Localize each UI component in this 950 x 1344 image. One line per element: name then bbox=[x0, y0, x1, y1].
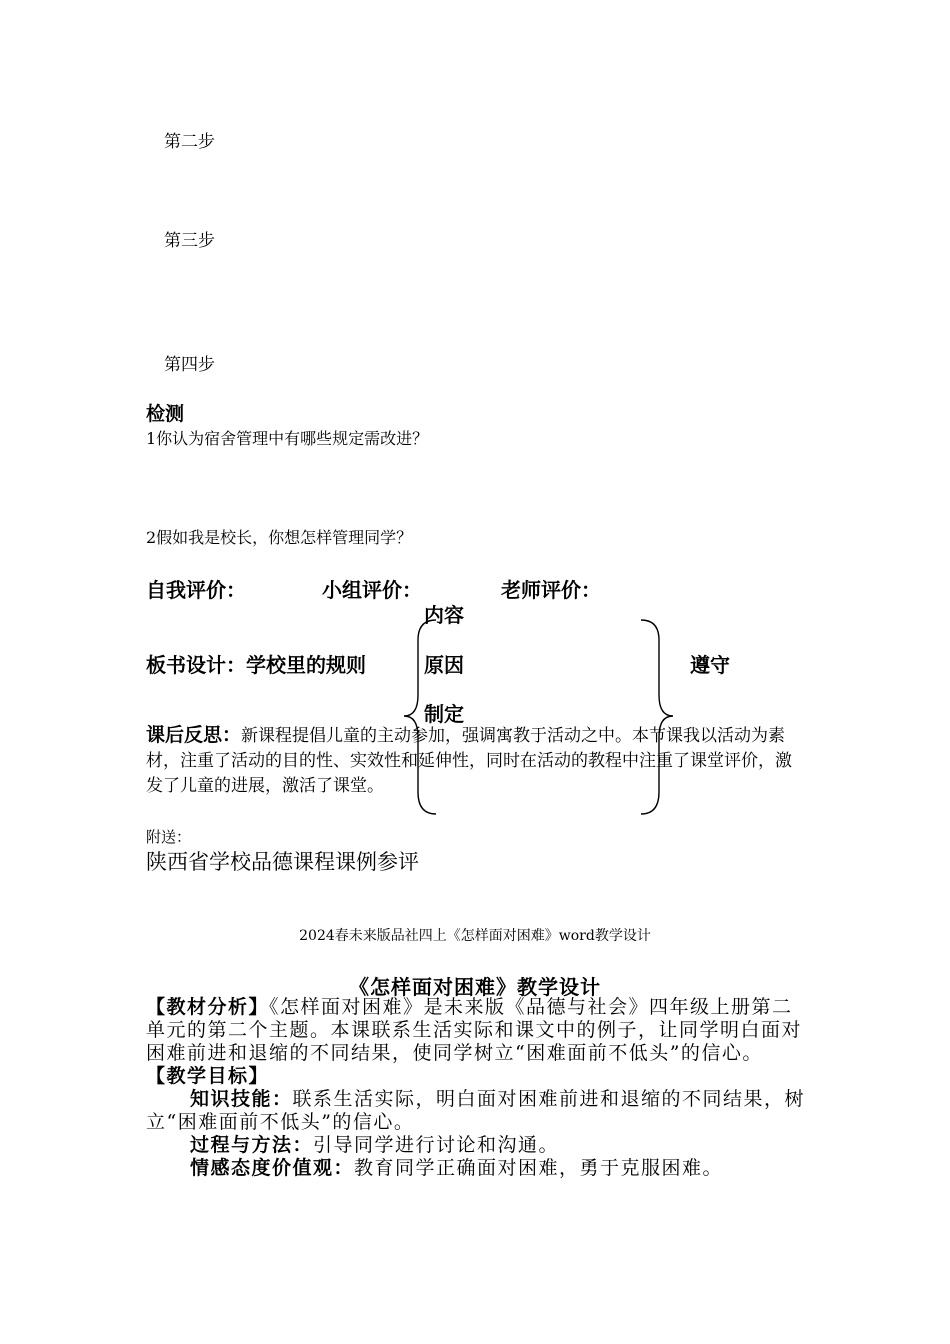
appendix-title: 陕西省学校品德课程课例参评 bbox=[146, 850, 419, 874]
board-item-make: 制定 bbox=[424, 702, 464, 726]
check-question-1: 1你认为宿舍管理中有哪些规定需改进？ bbox=[146, 429, 429, 448]
analysis-label: 【教材分析】 bbox=[146, 996, 270, 1018]
board-item-reason: 原因 bbox=[424, 653, 464, 677]
board-item-content: 内容 bbox=[424, 603, 464, 627]
board-design-label: 板书设计：学校里的规则 bbox=[146, 653, 366, 677]
goal-emotion-label: 情感态度价值观： bbox=[190, 1157, 355, 1179]
check-question-2: 2假如我是校长，你想怎样管理同学？ bbox=[146, 528, 413, 547]
step-two: 第二步 bbox=[164, 132, 215, 152]
reflection-text: 新课程提倡儿童的主动参加，强调寓教于活动之中。本节课我以活动为素材，注重了活动的目的性、实效性和延伸性，同时在活动的教程中注重了课堂评价，激发了儿童的进展，激活了课堂。 bbox=[146, 726, 792, 796]
lesson-title: 《怎样面对困难》教学设计 bbox=[349, 975, 601, 999]
analysis-text: 《怎样面对困难》是未来版《品德与社会》四年级上册第二单元的第二个主题。本课联系生活实际和课文中的例子，让同学明白面对困难前进和退缩的不同结果，使同学树立“困难面前不低头”的信心。 bbox=[146, 996, 803, 1064]
goal-knowledge-text: 联系生活实际，明白面对困难前进和退缩的不同结果，树立“困难面前不低头”的信心。 bbox=[146, 1088, 806, 1133]
step-four: 第四步 bbox=[164, 355, 215, 375]
document-subtitle: 2024春未来版品社四上《怎样面对困难》word教学设计 bbox=[299, 928, 651, 944]
self-evaluation-label: 自我评价： bbox=[146, 578, 246, 602]
goal-process-text: 引导同学进行讨论和沟通。 bbox=[313, 1134, 560, 1156]
check-heading: 检测 bbox=[146, 403, 185, 425]
reflection-paragraph bbox=[146, 723, 806, 799]
teacher-evaluation-label: 老师评价： bbox=[501, 578, 601, 602]
goal-knowledge-label: 知识技能： bbox=[190, 1088, 293, 1110]
goal-emotion bbox=[146, 1157, 806, 1180]
group-evaluation-label: 小组评价： bbox=[322, 578, 422, 602]
lesson-body bbox=[146, 996, 806, 1180]
goal-process-label: 过程与方法： bbox=[190, 1134, 314, 1156]
step-three: 第三步 bbox=[164, 231, 215, 251]
appendix-label: 附送： bbox=[146, 828, 192, 846]
goal-knowledge bbox=[146, 1088, 806, 1134]
goals-heading: 【教学目标】 bbox=[146, 1065, 270, 1087]
analysis-paragraph bbox=[146, 996, 806, 1065]
goal-process bbox=[146, 1134, 806, 1157]
board-item-obey: 遵守 bbox=[690, 653, 730, 677]
goal-emotion-text: 教育同学正确面对困难，勇于克服困难。 bbox=[354, 1157, 724, 1179]
reflection-label: 课后反思： bbox=[146, 724, 242, 746]
